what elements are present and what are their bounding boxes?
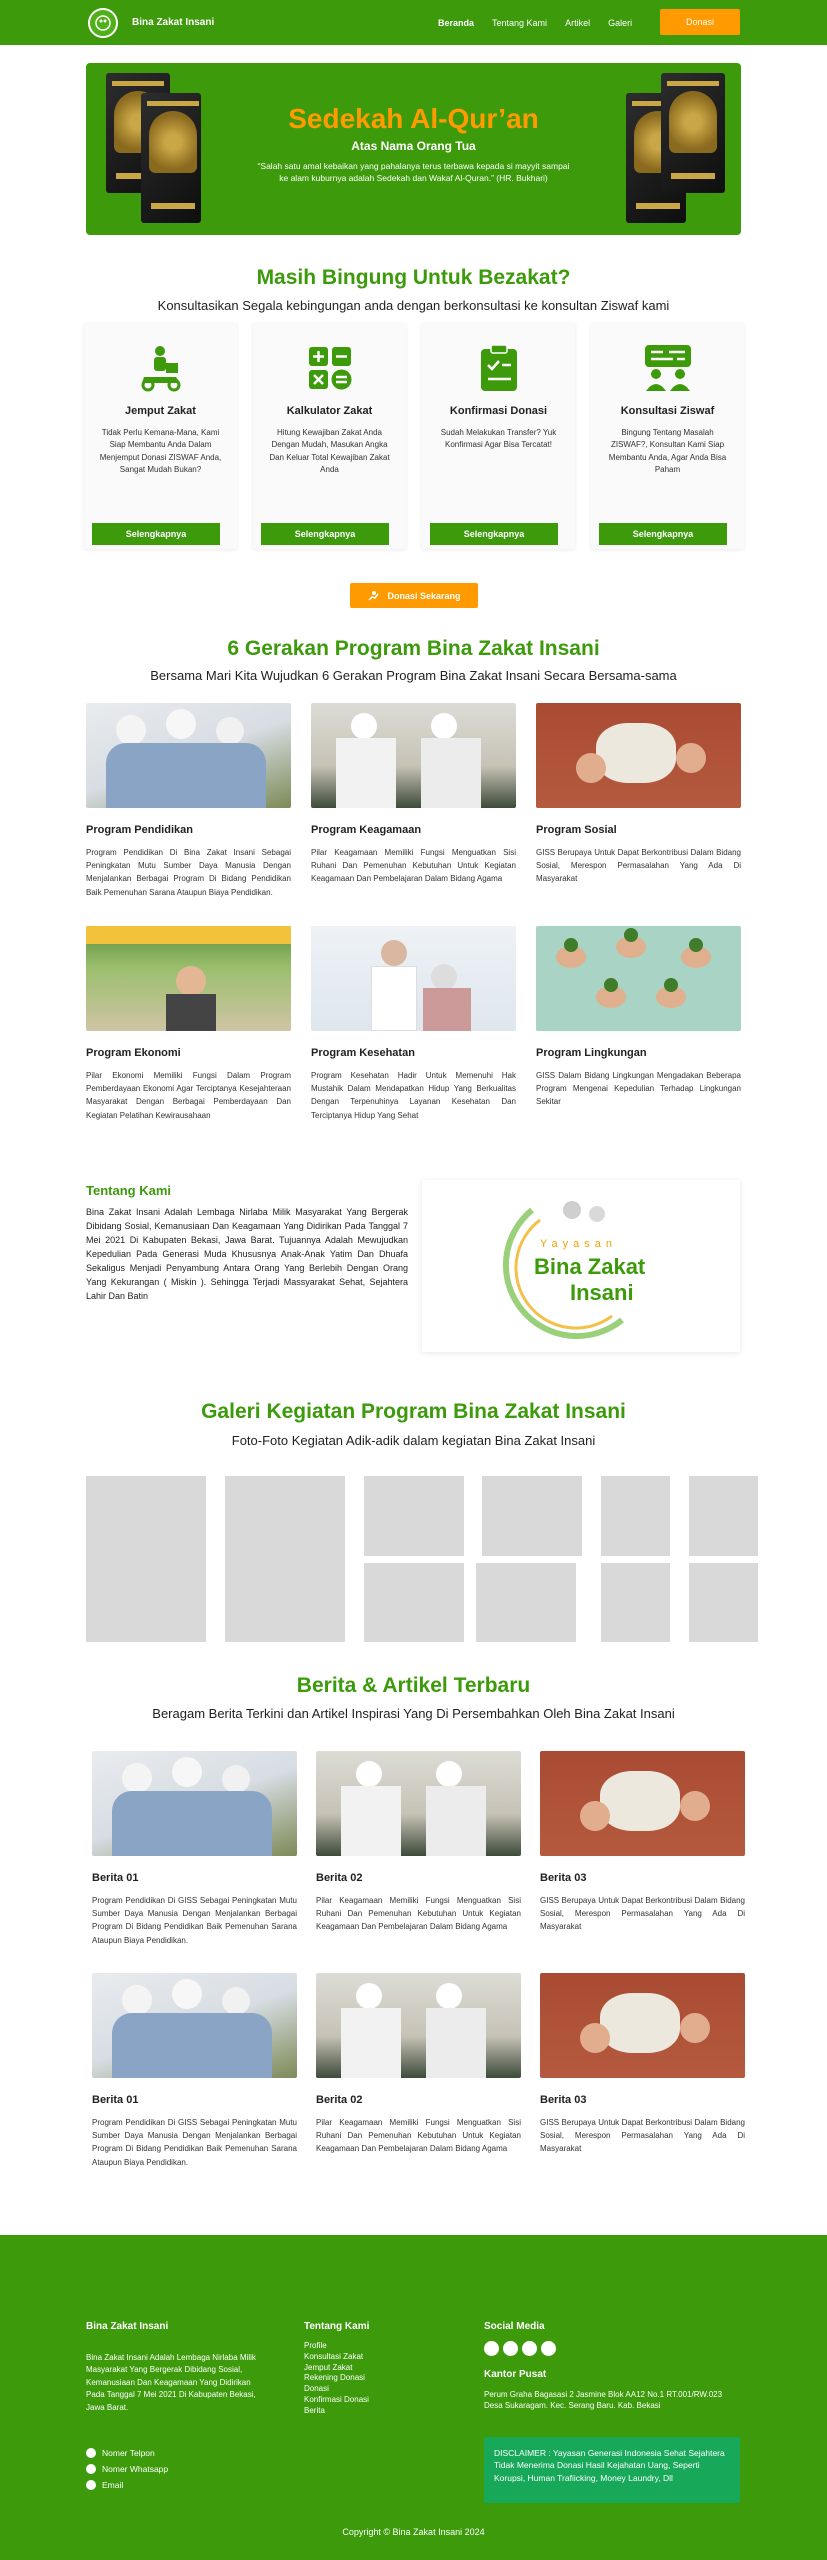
- service-card-text: Sudah Melakukan Transfer? Yuk Konfirmasi Agar Bisa Tercatat!: [440, 428, 557, 450]
- hero-quote: “Salah satu amal kebaikan yang pahalanya terus terbawa kepada si mayyit sampai ke alam kuburnya adalah Sedekah dan Wakaf Al-Quran.” (HR. Bukhari): [257, 161, 570, 183]
- jemput-zakat-button[interactable]: Selengkapnya: [92, 523, 220, 545]
- news-card-text: Program Pendidikan Di GISS Sebagai Peningkatan Mutu Sumber Daya Manusia Dengan Menjalankan Berbagai Program Di Bidang Pendidikan Baik Pemenuhan Sarana Ataupun Biaya Pendidikan.: [92, 1896, 297, 1945]
- brand-name[interactable]: Bina Zakat Insani: [132, 17, 215, 28]
- program-text: Program Pendidikan Di Bina Zakat Insani Sebagai Peningkatan Mutu Sumber Daya Manusia Dengan Menjalankan Berbagai Program Di Bidang Pendidikan Baik Pemenuhan Sarana Ataupun Biaya Pendidikan.: [86, 848, 291, 897]
- phone-icon: [86, 2448, 96, 2458]
- news-card[interactable]: [92, 1751, 297, 1947]
- service-card-title: Kalkulator Zakat: [286, 405, 373, 417]
- whatsapp-icon: [86, 2464, 96, 2474]
- program-title: Program Sosial: [536, 824, 617, 836]
- consultation-chat-icon: [643, 343, 693, 393]
- contact-email-label: Email: [102, 2480, 124, 2490]
- footer-social-title: Social Media: [484, 2321, 545, 2332]
- top-navbar: [0, 0, 827, 45]
- news-card[interactable]: [316, 1973, 521, 2156]
- nav-donasi-button[interactable]: Donasi: [660, 9, 740, 35]
- program-text: Program Kesehatan Hadir Untuk Memenuhi Hak Mustahik Dalam Mendapatkan Hidup Yang Berkualitas Dengan Terpenuhinya Layanan Kesehatan Dan Terciptanya Hidup Yang Sehat: [311, 1071, 516, 1120]
- gallery-title: Galeri Kegiatan Program Bina Zakat Insani: [201, 1400, 626, 1423]
- nav-link-beranda[interactable]: Beranda: [438, 18, 475, 28]
- tiktok-icon[interactable]: [541, 2341, 556, 2356]
- clipboard-check-icon: [474, 343, 524, 393]
- social-icons: [484, 2341, 556, 2356]
- konfirmasi-donasi-button[interactable]: Selengkapnya: [430, 523, 558, 545]
- service-card: [253, 323, 406, 549]
- program-image: [311, 703, 516, 808]
- gallery-photo[interactable]: [689, 1563, 758, 1642]
- news-card-text: Program Pendidikan Di GISS Sebagai Peningkatan Mutu Sumber Daya Manusia Dengan Menjalankan Berbagai Program Di Bidang Pendidikan Baik Pemenuhan Sarana Ataupun Biaya Pendidikan.: [92, 2118, 297, 2167]
- footer-brand: Bina Zakat Insani: [86, 2321, 169, 2332]
- nav-link-galeri[interactable]: Galeri: [608, 18, 633, 28]
- service-card: [84, 323, 237, 549]
- footer-link-konfirmasi-donasi[interactable]: Konfirmasi Donasi: [304, 2394, 369, 2404]
- service-card-text: Hitung Kewajiban Zakat Anda Dengan Mudah, Masukan Angka Dan Keluar Total Kewajiban Zakat Anda: [269, 428, 390, 475]
- news-card-text: Pilar Keagamaan Memiliki Fungsi Menguatkan Sisi Ruhani Dan Pemenuhan Kebutuhan Untuk Kegiatan Keagamaan Dan Pembelajaran Dalam Bidang Agama: [316, 1896, 521, 1932]
- gallery-photo[interactable]: [601, 1476, 670, 1556]
- nav-link-tentang-kami[interactable]: Tentang Kami: [492, 18, 548, 28]
- service-card-text: Tidak Perlu Kemana-Mana, Kami Siap Membantu Anda Dalam Menjemput Donasi ZISWAF Anda, Sangat Mudah Bukan?: [99, 428, 222, 475]
- program-title: Program Pendidikan: [86, 824, 193, 836]
- program-image: [86, 703, 291, 808]
- delivery-scooter-icon: [136, 343, 186, 393]
- bezakat-subtitle: Konsultasikan Segala kebingungan anda dengan berkonsultasi ke konsultan Ziswaf kami: [157, 298, 670, 313]
- program-card[interactable]: [86, 703, 291, 899]
- disclaimer-box: DISCLAIMER : Yayasan Generasi Indonesia Sehat Sejahtera Tidak Menerima Donasi Hasil Kejahatan Uang, Seperti Korupsi, Human Trafiicking, Money Laundry, Dll: [484, 2437, 740, 2503]
- gallery-photo[interactable]: [601, 1563, 670, 1642]
- gallery-photo[interactable]: [364, 1563, 464, 1642]
- program-card[interactable]: [311, 703, 516, 886]
- news-image: [316, 1751, 521, 1856]
- gallery-photo[interactable]: [482, 1476, 582, 1556]
- footer-office-title: Kantor Pusat: [484, 2369, 547, 2380]
- program-card[interactable]: [86, 926, 291, 1122]
- footer-link-konsultasi-zakat[interactable]: Konsultasi Zakat: [304, 2351, 364, 2361]
- program-title: Program Keagamaan: [311, 824, 422, 836]
- about-text: Bina Zakat Insani Adalah Lembaga Nirlaba Milik Masyarakat Yang Bergerak Dibidang Sosial, Kemanusiaan Dan Keagamaan Yang Didirikan Pada Tanggal 7 Mei 2021 Di Kabupaten Bekasi, Jawa Barat. Tujuannya Adalah Mewujudkan Kepedulian Pada Generasi Muda Khususnya Anak-Anak Yatim Dan Dhuafa Sekaligus Menjadi Penyambung Antara Orang Yang Berlebih Dengan Orang Yang Kekurangan ( Miskin ). Sehingga Terjadi Massyarakat Sehat, Sejahtera Lahir Dan Batin: [86, 1207, 408, 1301]
- news-card-title: Berita 01: [92, 1872, 139, 1884]
- program-image: [86, 926, 291, 1031]
- news-subtitle: Beragam Berita Terkini dan Artikel Inspirasi Yang Di Persembahkan Oleh Bina Zakat Insani: [152, 1706, 675, 1721]
- gallery-photo[interactable]: [364, 1476, 464, 1556]
- news-card-title: Berita 01: [92, 2094, 139, 2106]
- logo-main-text: Bina Zakat: [534, 1254, 646, 1279]
- bezakat-title: Masih Bingung Untuk Bezakat?: [256, 266, 571, 289]
- footer-link-donasi[interactable]: Donasi: [304, 2384, 329, 2394]
- service-card: [422, 323, 575, 549]
- program-title: Program Ekonomi: [86, 1047, 181, 1059]
- program-image: [536, 926, 741, 1031]
- footer-links: [304, 2341, 369, 2417]
- service-cards: [84, 323, 744, 549]
- program-title: Program Lingkungan: [536, 1047, 647, 1059]
- contact-email[interactable]: [86, 2480, 123, 2490]
- youtube-icon[interactable]: [503, 2341, 518, 2356]
- news-title: Berita & Artikel Terbaru: [296, 1674, 531, 1697]
- news-card[interactable]: [540, 1973, 745, 2156]
- contact-whatsapp[interactable]: [86, 2464, 168, 2474]
- gallery-subtitle: Foto-Foto Kegiatan Adik-adik dalam kegiatan Bina Zakat Insani: [231, 1433, 596, 1448]
- program-card[interactable]: [311, 926, 516, 1122]
- news-card-text: GISS Berupaya Untuk Dapat Berkontribusi Dalam Bidang Sosial, Merespon Permasalahan Yang Ada Di Masyarakat: [540, 1896, 745, 1932]
- program-card[interactable]: [536, 926, 741, 1109]
- program-title: Program Kesehatan: [311, 1047, 415, 1059]
- news-card[interactable]: [316, 1751, 521, 1934]
- program-text: GISS Berupaya Untuk Dapat Berkontribusi Dalam Bidang Sosial, Merespon Permasalahan Yang Ada Di Masyarakat: [536, 848, 741, 884]
- email-icon: [86, 2480, 96, 2490]
- news-image: [316, 1973, 521, 2078]
- programs-title: 6 Gerakan Program Bina Zakat Insani: [227, 637, 600, 660]
- konsultasi-ziswaf-button[interactable]: Selengkapnya: [599, 523, 727, 545]
- contact-whatsapp-label: Nomer Whatsapp: [102, 2464, 169, 2474]
- program-card[interactable]: [536, 703, 741, 886]
- logo-top-text: Yayasan: [540, 1238, 617, 1250]
- footer-link-jemput-zakat[interactable]: Jemput Zakat: [304, 2362, 353, 2372]
- service-card-text: Bingung Tentang Masalah ZISWAF?, Konsultan Kami Siap Membantu Anda, Agar Anda Bisa Paham: [608, 428, 727, 475]
- program-image: [536, 703, 741, 808]
- site-footer: [0, 2235, 827, 2560]
- nav-menu: [438, 18, 632, 28]
- footer-link-rekening-donasi[interactable]: Rekening Donasi: [304, 2373, 365, 2383]
- programs-subtitle: Bersama Mari Kita Wujudkan 6 Gerakan Program Bina Zakat Insani Secara Bersama-sama: [150, 668, 677, 683]
- footer-address: Perum Graha Bagasasi 2 Jasmine Blok AA12 No.1 RT.001/RW.023 Desa Sukaragam. Kec. Serang Baru. Kab. Bekasi: [484, 2390, 723, 2411]
- footer-about-text: Bina Zakat Insani Adalah Lembaga Nirlaba Milik Masyarakat Yang Bergerak Dibidang Sosial, Kemanusiaan Dan Keagamaan Yang Didirikan Pada Tanggal 7 Mei 2021 Di Kabupaten Bekasi, Jawa Barat.: [86, 2353, 256, 2412]
- news-card[interactable]: [540, 1751, 745, 1934]
- news-card-text: Pilar Keagamaan Memiliki Fungsi Menguatkan Sisi Ruhani Dan Pemenuhan Kebutuhan Untuk Kegiatan Keagamaan Dan Pembelajaran Dalam Bidang Agama: [316, 2118, 521, 2154]
- news-image: [540, 1751, 745, 1856]
- hero-title: Sedekah Al-Qur’an: [288, 103, 539, 134]
- donasi-sekarang-label: Donasi Sekarang: [387, 590, 461, 601]
- instagram-icon[interactable]: [522, 2341, 537, 2356]
- news-card-title: Berita 02: [316, 1872, 363, 1884]
- donasi-sekarang-button[interactable]: [350, 583, 478, 608]
- contact-phone[interactable]: [86, 2448, 155, 2458]
- program-image: [311, 926, 516, 1031]
- about-title: Tentang Kami: [86, 1183, 171, 1198]
- news-card[interactable]: [92, 1973, 297, 2169]
- kalkulator-zakat-button[interactable]: Selengkapnya: [261, 523, 389, 545]
- service-card-title: Jemput Zakat: [125, 405, 196, 417]
- service-card-title: Konsultasi Ziswaf: [620, 405, 715, 417]
- hero-banner[interactable]: [86, 63, 741, 235]
- service-card-title: Konfirmasi Donasi: [449, 405, 548, 417]
- gallery-photo[interactable]: [476, 1563, 576, 1642]
- calculator-icon: [305, 343, 355, 393]
- nav-link-artikel[interactable]: Artikel: [565, 18, 591, 28]
- news-image: [540, 1973, 745, 2078]
- footer-links-title: Tentang Kami: [304, 2321, 370, 2332]
- foundation-logo: [422, 1180, 740, 1352]
- news-card-title: Berita 03: [540, 1872, 587, 1884]
- gallery-photo[interactable]: [689, 1476, 758, 1556]
- news-image: [92, 1751, 297, 1856]
- hero-subtitle: Atas Nama Orang Tua: [351, 139, 476, 153]
- footer-link-profile[interactable]: Profile: [304, 2341, 327, 2350]
- news-card-title: Berita 02: [316, 2094, 363, 2106]
- copyright-text: Copyright © Bina Zakat Insani 2024: [342, 2527, 485, 2537]
- hand-heart-icon: [367, 590, 379, 602]
- program-text: Pilar Keagamaan Memiliki Fungsi Menguatkan Sisi Ruhani Dan Pemenuhan Kebutuhan Untuk Kegiatan Keagamaan Dan Pembelajaran Dalam Bidang Agama: [311, 848, 516, 884]
- brand-logo-icon[interactable]: [88, 8, 118, 38]
- service-card: [591, 323, 744, 549]
- news-card-text: GISS Berupaya Untuk Dapat Berkontribusi Dalam Bidang Sosial, Merespon Permasalahan Yang Ada Di Masyarakat: [540, 2118, 745, 2154]
- contact-phone-label: Nomer Telpon: [102, 2448, 155, 2458]
- news-card-title: Berita 03: [540, 2094, 587, 2106]
- facebook-icon[interactable]: [484, 2341, 499, 2356]
- program-text: Pilar Ekonomi Memiliki Fungsi Dalam Program Pemberdayaan Ekonomi Agar Terciptanya Kesejahteraan Masyarakat Dengan Berbagai Pemberdayaan Dan Kegiatan Pelatihan Kewirausahaan: [86, 1071, 291, 1120]
- logo-sub-text: Insani: [570, 1280, 634, 1305]
- program-text: GISS Dalam Bidang Lingkungan Mengadakan Beberapa Program Mengenai Kepedulian Terhadap Lingkungan Sekitar: [536, 1071, 741, 1107]
- gallery-photo[interactable]: [86, 1476, 206, 1642]
- footer-link-berita[interactable]: Berita: [304, 2405, 325, 2415]
- news-image: [92, 1973, 297, 2078]
- gallery-photo[interactable]: [225, 1476, 345, 1642]
